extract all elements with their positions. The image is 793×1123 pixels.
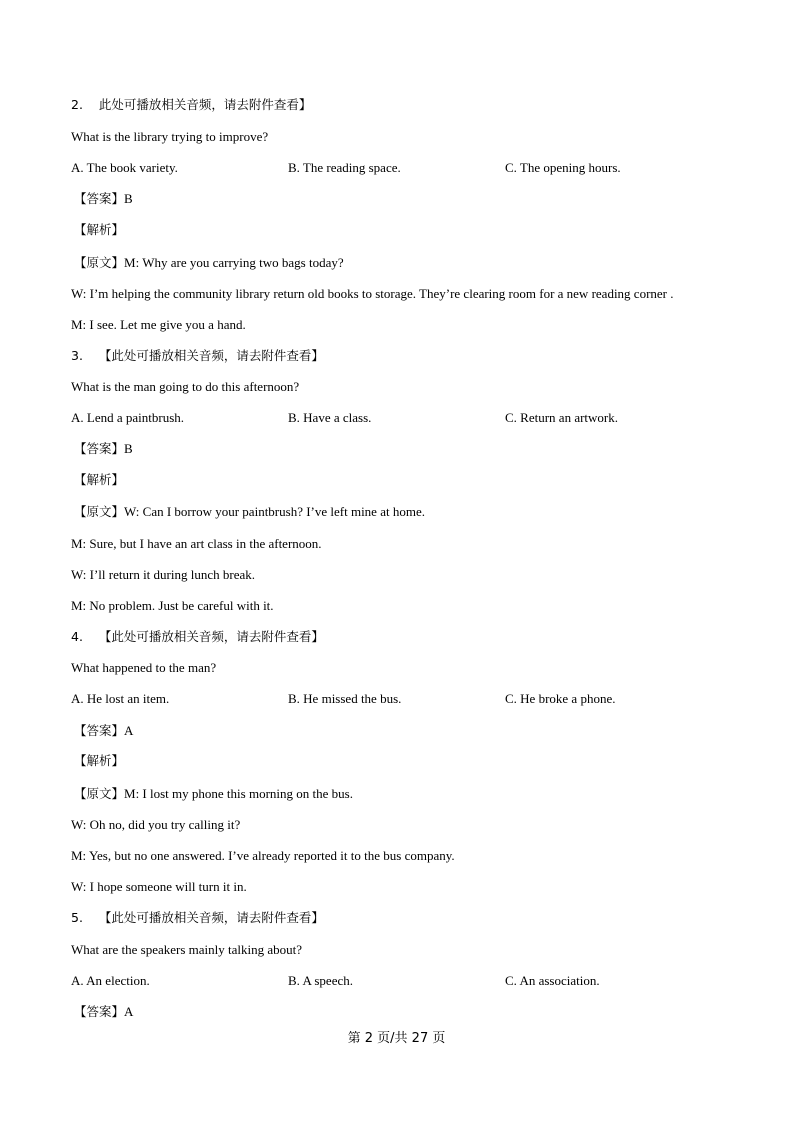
audio-note: 【此处可播放相关音频，请去附件查看】 [98, 348, 324, 363]
question-number: 2. [71, 97, 83, 112]
question-2-transcript-line [74, 255, 344, 271]
answer-value: B [124, 191, 133, 206]
answer-label: 【答案】 [74, 441, 125, 456]
question-4-transcript-line: M: Yes, but no one answered. I’ve already reported it to the bus company. [71, 848, 455, 863]
question-2-header [71, 97, 311, 113]
question-3-transcript-line: M: No problem. Just be careful with it. [71, 598, 274, 613]
transcript-label: 【原文】 [74, 504, 125, 519]
transcript-text: M: Why are you carrying two bags today? [124, 255, 344, 270]
question-4-header [71, 629, 324, 645]
question-4-option-c: C. He broke a phone. [505, 691, 616, 706]
question-5-option-a: A. An election. [71, 973, 150, 988]
question-3-option-c: C. Return an artwork. [505, 410, 619, 425]
audio-note: 此处可播放相关音频，请去附件查看】 [98, 97, 312, 112]
question-5-option-c: C. An association. [505, 973, 600, 988]
answer-value: A [124, 1004, 134, 1019]
question-2-analysis-label: 【解析】 [74, 222, 125, 237]
question-2-option-c: C. The opening hours. [505, 160, 621, 175]
question-number: 3. [71, 348, 83, 363]
transcript-label: 【原文】 [74, 786, 125, 801]
question-4-option-b: B. He missed the bus. [288, 691, 402, 706]
page-footer: 第 2 页/共 27 页 [347, 1031, 446, 1046]
question-4-transcript-line: W: Oh no, did you try calling it? [71, 817, 241, 832]
question-4-analysis-label: 【解析】 [74, 753, 125, 768]
audio-note: 【此处可播放相关音频，请去附件查看】 [98, 910, 324, 925]
question-3-transcript-line [74, 504, 425, 520]
question-2-answer [74, 191, 133, 207]
question-3-option-b: B. Have a class. [288, 410, 372, 425]
question-4-transcript-line [74, 786, 353, 802]
question-4-answer [74, 723, 133, 739]
question-2-transcript-line: W: I’m helping the community library return old books to storage. They’re clearing room for a new reading corner . [71, 286, 674, 301]
question-4-transcript-line: W: I hope someone will turn it in. [71, 879, 247, 894]
question-number: 5. [71, 910, 83, 925]
audio-note: 【此处可播放相关音频，请去附件查看】 [98, 629, 324, 644]
question-5-answer [74, 1004, 133, 1020]
answer-label: 【答案】 [74, 191, 125, 206]
question-5-text: What are the speakers mainly talking about? [71, 942, 303, 957]
answer-value: B [124, 441, 133, 456]
question-3-analysis-label: 【解析】 [74, 472, 125, 487]
question-5-header [71, 910, 324, 926]
question-2-option-a: A. The book variety. [71, 160, 178, 175]
transcript-text: W: Can I borrow your paintbrush? I’ve left mine at home. [124, 504, 425, 519]
answer-label: 【答案】 [74, 1004, 125, 1019]
transcript-text: M: I lost my phone this morning on the bus. [124, 786, 353, 801]
question-2-transcript-line: M: I see. Let me give you a hand. [71, 317, 246, 332]
question-3-transcript-line: M: Sure, but I have an art class in the afternoon. [71, 536, 322, 551]
question-3-transcript-line: W: I’ll return it during lunch break. [71, 567, 255, 582]
question-2-option-b: B. The reading space. [288, 160, 401, 175]
transcript-label: 【原文】 [74, 255, 125, 270]
question-number: 4. [71, 629, 83, 644]
question-4-text: What happened to the man? [71, 660, 217, 675]
question-3-answer [74, 441, 133, 457]
question-5-option-b: B. A speech. [288, 973, 353, 988]
question-3-text: What is the man going to do this afternoon? [71, 379, 300, 394]
answer-label: 【答案】 [74, 723, 125, 738]
question-2-text: What is the library trying to improve? [71, 129, 269, 144]
answer-value: A [124, 723, 134, 738]
question-4-option-a: A. He lost an item. [71, 691, 170, 706]
question-3-option-a: A. Lend a paintbrush. [71, 410, 185, 425]
question-3-header [71, 348, 324, 364]
